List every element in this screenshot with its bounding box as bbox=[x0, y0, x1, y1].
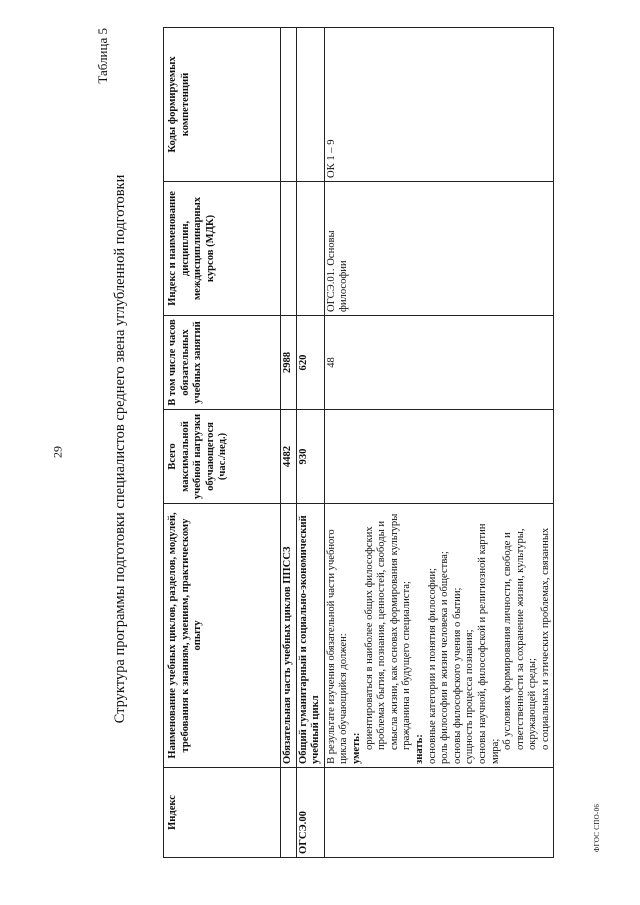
page-number: 29 bbox=[50, 446, 65, 458]
knowledge-item: роль философии в жизни человека и общества; bbox=[439, 551, 451, 764]
table-number: Таблица 5 bbox=[95, 28, 110, 84]
row-name: Обязательная часть учебных циклов ППССЗ bbox=[281, 504, 297, 768]
row-mandatory: 48 bbox=[324, 316, 554, 410]
knowledge-item: об условиях формирования личности, свободе и ответственности за сохранение жизни, культуры, окружающей среды; bbox=[502, 528, 539, 750]
description-intro: В результате изучения обязательной части учебного цикла обучающийся должен: bbox=[325, 529, 350, 764]
row-index: ОГСЭ.00 bbox=[296, 768, 324, 858]
column-header-total: Всего максимальной учебной нагрузки обучающегося (час./нед.) bbox=[164, 410, 281, 504]
skills-heading: уметь: bbox=[350, 732, 362, 764]
row-total: 930 bbox=[296, 410, 324, 504]
row-index bbox=[281, 768, 297, 858]
rotated-page-content bbox=[95, 28, 615, 870]
table-row-detail bbox=[324, 28, 554, 858]
column-header-mandatory: В том числе часов обязательных учебных занятий bbox=[164, 316, 281, 410]
knowledge-item: основы философского учения о бытии; bbox=[451, 587, 463, 764]
knowledge-item: о социальных и этических проблемах, связанных bbox=[539, 527, 551, 750]
row-codes bbox=[296, 28, 324, 182]
knowledge-item: основы научной, философской и религиозной картин мира; bbox=[476, 523, 501, 764]
program-structure-table bbox=[163, 27, 554, 858]
row-total: 4482 bbox=[281, 410, 297, 504]
row-discipline bbox=[281, 182, 297, 316]
row-name: Общий гуманитарный и социально-экономический учебный цикл bbox=[296, 504, 324, 768]
row-discipline bbox=[296, 182, 324, 316]
row-mandatory: 2988 bbox=[281, 316, 297, 410]
column-header-codes: Коды формируемых компетенций bbox=[164, 28, 281, 182]
row-mandatory: 620 bbox=[296, 316, 324, 410]
row-total bbox=[324, 410, 554, 504]
row-codes bbox=[281, 28, 297, 182]
table-row bbox=[281, 28, 297, 858]
knowledge-heading: знать: bbox=[413, 734, 425, 764]
column-header-index: Индекс bbox=[164, 768, 281, 858]
knowledge-item: основные категории и понятия философии; bbox=[426, 568, 438, 764]
row-codes: ОК 1 – 9 bbox=[324, 28, 554, 182]
row-discipline: ОГСЭ.01. Основы философии bbox=[324, 182, 554, 316]
page-title: Структура программы подготовки специалистов среднего звена углубленной подготовки bbox=[112, 174, 128, 724]
column-header-discipline: Индекс и наименование дисциплин, междисциплинарных курсов (МДК) bbox=[164, 182, 281, 316]
column-header-name: Наименование учебных циклов, разделов, модулей, требования к знаниям, умениям, практическому опыту bbox=[164, 504, 281, 768]
table-header-row bbox=[164, 28, 281, 858]
table-row bbox=[296, 28, 324, 858]
footer-code: ФГОС СПО-06 bbox=[593, 803, 601, 853]
row-index bbox=[324, 768, 554, 858]
skills-item: ориентироваться в наиболее общих философских проблемах бытия, познания, ценностей, свободы и смысла жизни, как основах формирования культуры гражданина и будущего специалиста; bbox=[363, 513, 413, 750]
row-description bbox=[324, 504, 554, 768]
knowledge-item: сущность процесса познания; bbox=[464, 629, 476, 764]
